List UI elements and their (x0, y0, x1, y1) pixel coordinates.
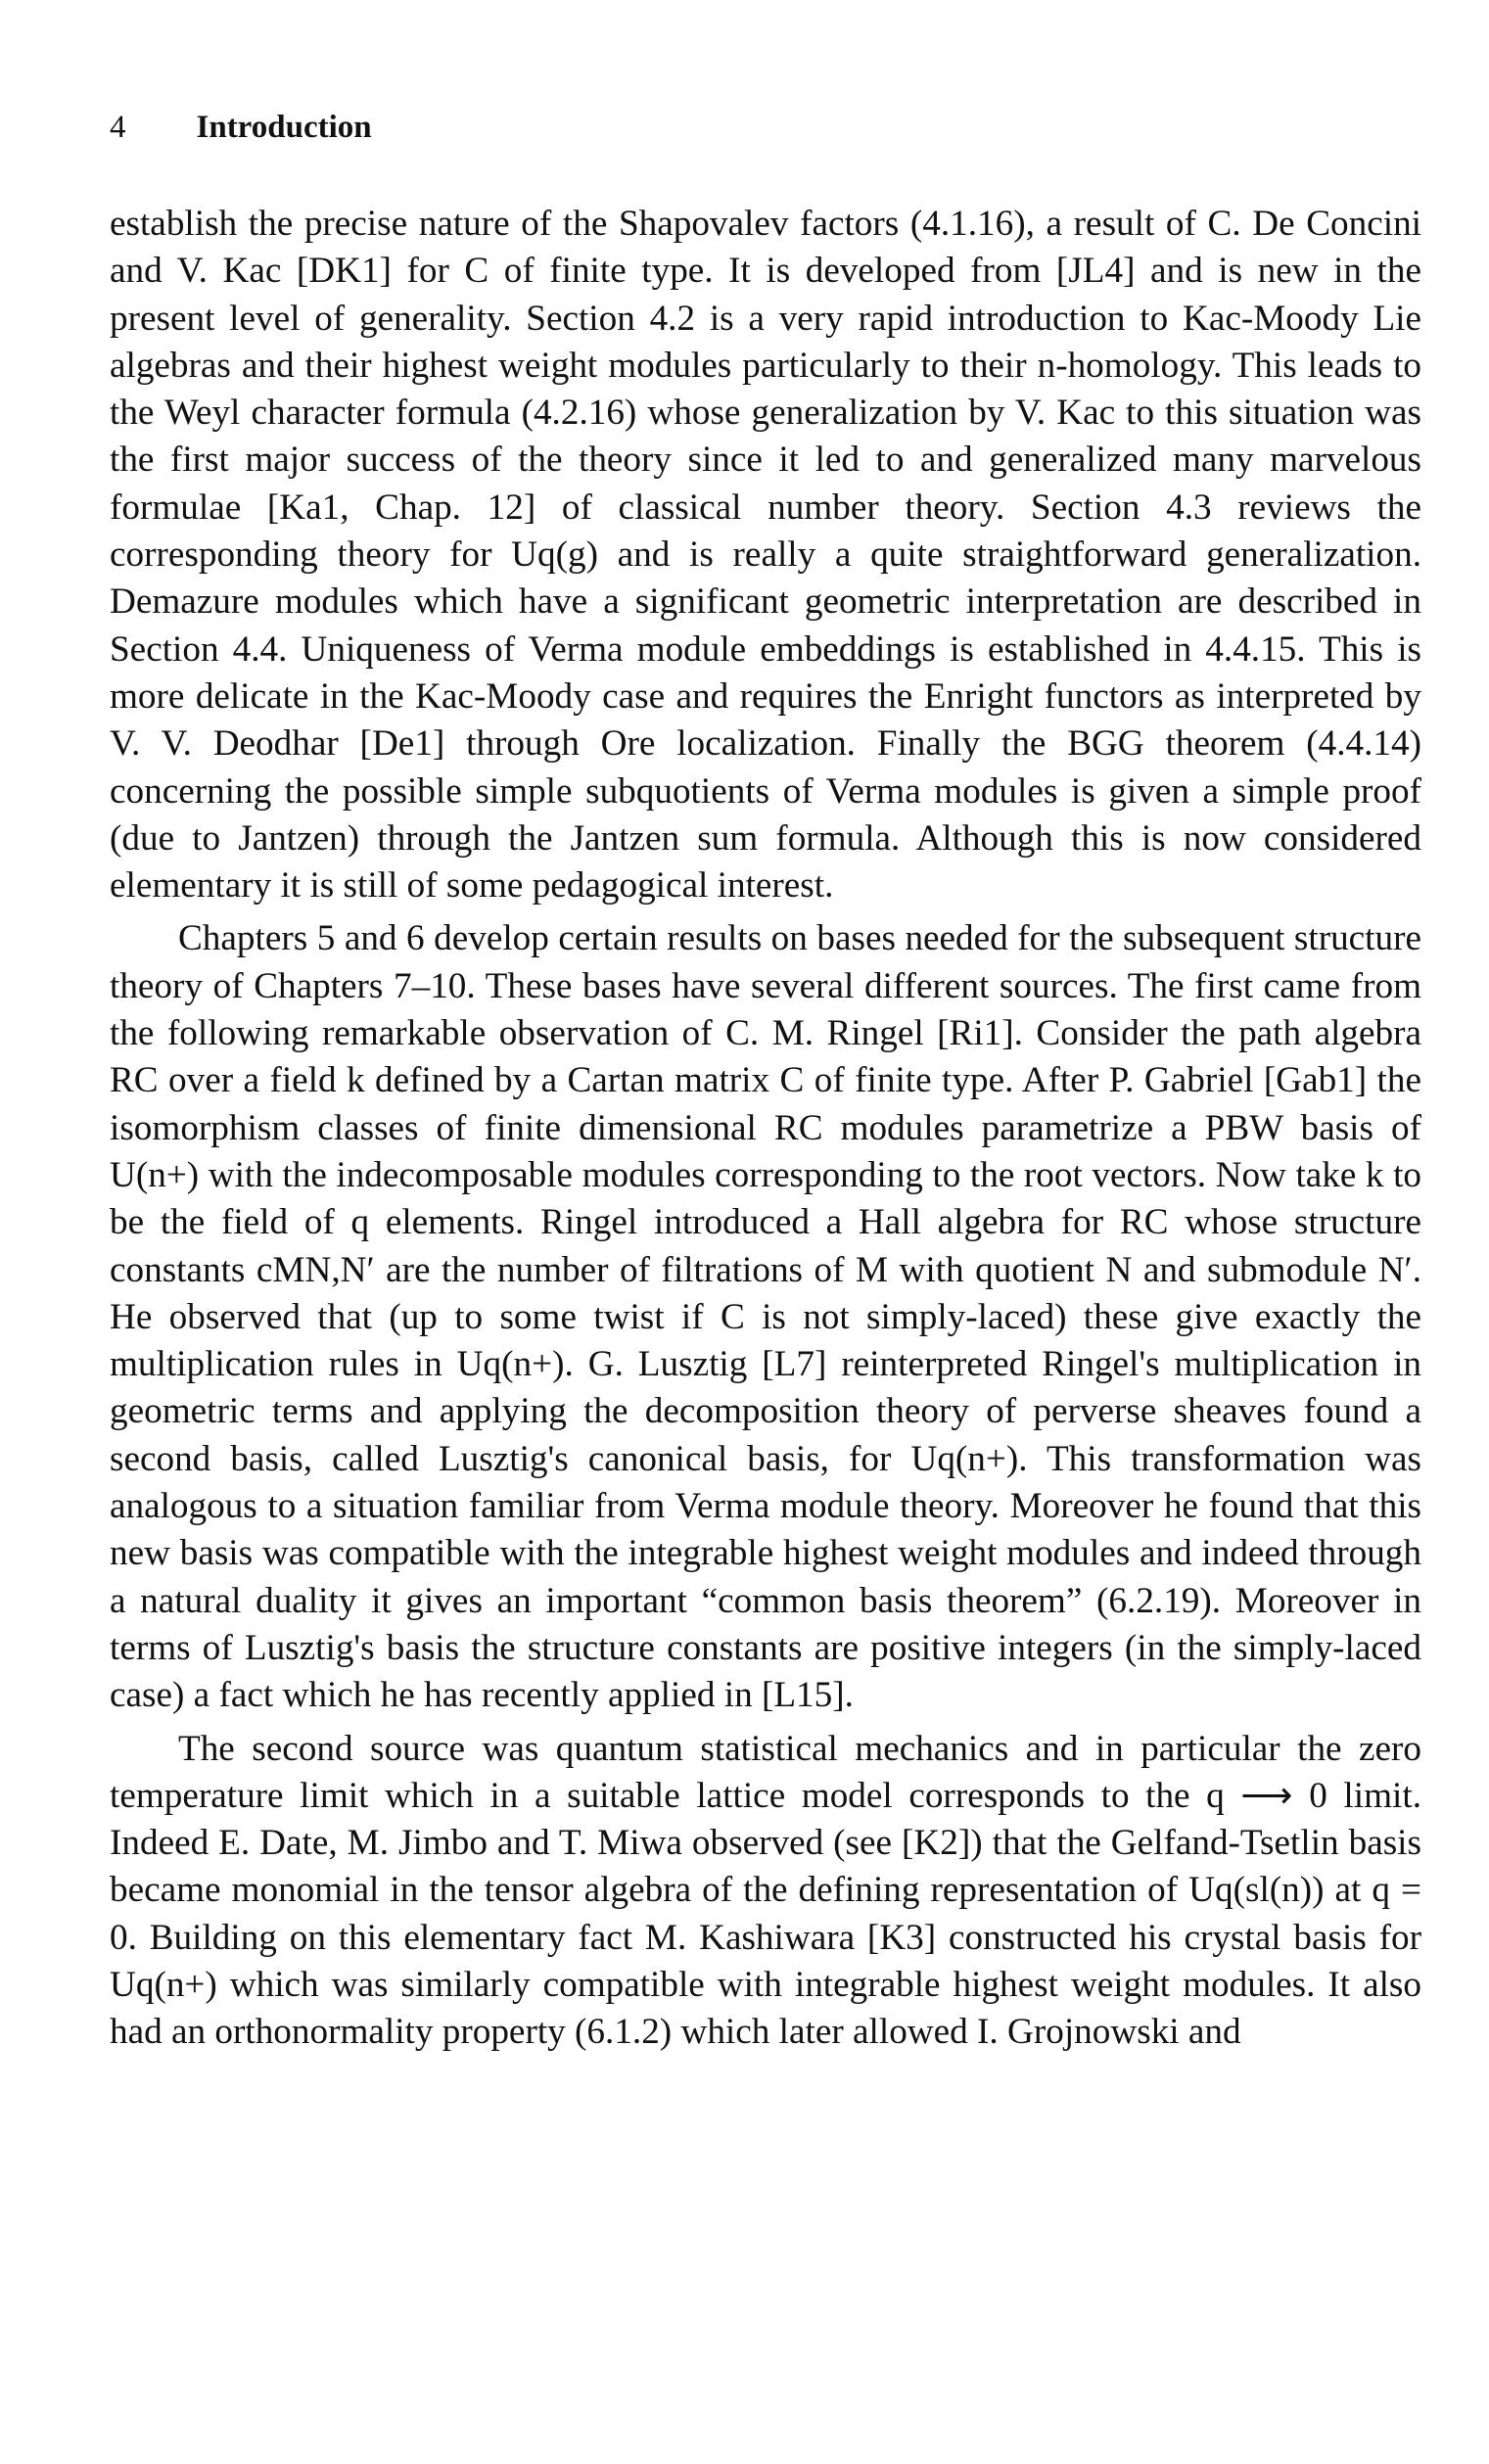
section-title: Introduction (196, 110, 372, 145)
paragraph: The second source was quantum statistical mechanics and in particular the zero temperature limit which in a suitable lattice model corresponds to the q ⟶ 0 limit. Indeed E. Date, M. Jimbo and T. Miwa observed (see [K2]) that the Gelfand-Tsetlin basis became monomial in the tensor algebra of the defining representation of Uq(sl(n)) at q = 0. Building on this elementary fact M. Kashiwara [K3] constructed his crystal basis for Uq(n+) which was similarly compatible with integrable highest weight modules. It also had an orthonormality property (6.1.2) which later allowed I. Grojnowski and (110, 1728, 1421, 2053)
running-head (110, 110, 372, 146)
page-number: 4 (110, 110, 126, 145)
paragraph: establish the precise nature of the Shapovalev factors (4.1.16), a result of C. De Concini and V. Kac [DK1] for C of finite type. It is developed from [JL4] and is new in the present level of generality. Section 4.2 is a very rapid introduction to Kac-Moody Lie algebras and their highest weight modules particularly to their n-homology. This leads to the Weyl character formula (4.2.16) whose generalization by V. Kac to this situation was the first major success of the theory since it led to and generalized many marvelous formulae [Ka1, Chap. 12] of classical number theory. Section 4.3 reviews the corresponding theory for Uq(g) and is really a quite straightforward generalization. Demazure modules which have a significant geometric interpretation are described in Section 4.4. Uniqueness of Verma module embeddings is established in 4.4.15. This is more delicate in the Kac-Moody case and requires the Enright functors as interpreted by V. V. Deodhar [De1] through Ore localization. Finally the BGG theorem (4.4.14) concerning the possible simple subquotients of Verma modules is given a simple proof (due to Jantzen) through the Jantzen sum formula. Although this is now considered elementary it is still of some pedagogical interest. (110, 204, 1421, 907)
paragraph: Chapters 5 and 6 develop certain results on bases needed for the subsequent structure theory of Chapters 7–10. These bases have several different sources. The first came from the following remarkable observation of C. M. Ringel [Ri1]. Consider the path algebra RC over a field k defined by a Cartan matrix C of finite type. After P. Gabriel [Gab1] the isomorphism classes of finite dimensional RC modules parametrize a PBW basis of U(n+) with the indecomposable modules corresponding to the root vectors. Now take k to be the field of q elements. Ringel introduced a Hall algebra for RC whose structure constants cMN,N′ are the number of filtrations of M with quotient N and submodule N′. He observed that (up to some twist if C is not simply-laced) these give exactly the multiplication rules in Uq(n+). G. Lusztig [L7] reinterpreted Ringel's multiplication in geometric terms and applying the decomposition theory of perverse sheaves found a second basis, called Lusztig's canonical basis, for Uq(n+). This transformation was analogous to a situation familiar from Verma module theory. Moreover he found that this new basis was compatible with the integrable highest weight modules and indeed through a natural duality it gives an important “common basis theorem” (6.2.19). Moreover in terms of Lusztig's basis the structure constants are positive integers (in the simply-laced case) a fact which he has recently applied in [L15]. (110, 918, 1421, 1716)
body-text (110, 201, 1421, 2063)
